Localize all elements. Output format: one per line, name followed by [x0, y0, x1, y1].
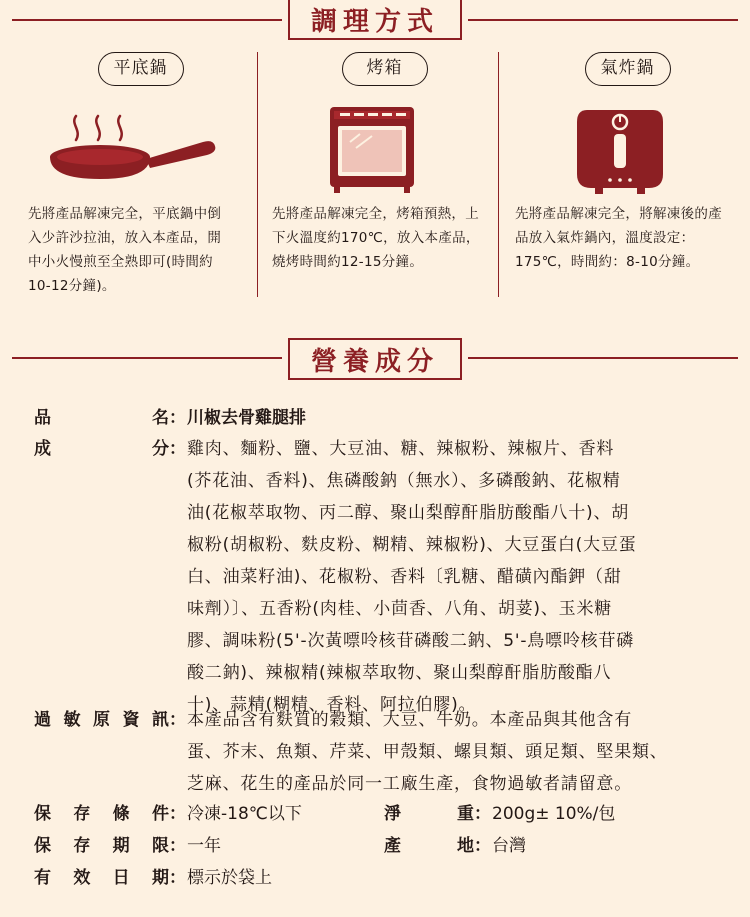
field-label: 有 效 日 期: [34, 868, 169, 888]
nutrition-header: [0, 338, 750, 378]
method-name: 平底鍋: [98, 52, 184, 86]
field-label: 過 敏 原 資 訊: [34, 710, 169, 730]
section-title-cooking: 調理方式: [288, 0, 462, 40]
field-label: 保 存 條 件: [34, 804, 169, 824]
field-label: 品 名: [34, 408, 169, 428]
section-title-nutrition: 營養成分: [288, 338, 462, 380]
column-divider: [257, 52, 258, 297]
expiry-row: 有 效 日 期 ： 標示於袋上: [34, 862, 272, 894]
method-name: 氣炸鍋: [585, 52, 671, 86]
field-label: 成 分: [34, 439, 169, 459]
allergen-info: 本產品含有麩質的穀類、大豆、牛奶。本產品與其他含有 蛋、芥末、魚類、芹菜、甲殼類、螺貝類、頭足類、堅果類、 芝麻、花生的產品於同一工廠生產，食物過敏者請留意。: [187, 710, 668, 794]
method-frying-pan: [28, 52, 253, 297]
header-rule-right: [468, 19, 738, 21]
expiry-value: 標示於袋上: [187, 868, 272, 888]
field-label: 產 地: [384, 836, 474, 856]
method-name: 烤箱: [342, 52, 428, 86]
method-instructions: 先將產品解凍完全，平底鍋中倒入少許沙拉油，放入本產品，開中小火慢煎至全熟即可(時間約10-12分鐘)。: [28, 206, 222, 294]
method-oven: [272, 52, 497, 297]
storage-row: 保 存 條 件 ： 冷凍-18℃以下 淨 重 ： 200g± 10%/包: [34, 798, 615, 830]
shelf-life-value: 一年: [187, 836, 221, 856]
cooking-methods-header: [0, 0, 750, 40]
method-instructions: 先將產品解凍完全，烤箱預熱，上下火溫度約170℃，放入本產品，燒烤時間約12-15分鐘。: [272, 206, 480, 270]
header-rule-left: [12, 19, 282, 21]
column-divider: [498, 52, 499, 297]
weight-value: 200g± 10%/包: [492, 804, 616, 824]
allergen-row: 過 敏 原 資 訊 ： 本產品含有麩質的穀類、大豆、牛奶。本產品與其他含有 蛋、芥末、魚類、芹菜、甲殼類、螺貝類、頭足類、堅果類、 芝麻、花生的產品於同一工廠生產，食物過敏者請留意。: [34, 704, 742, 800]
method-instructions: 先將產品解凍完全，將解凍後的產品放入氣炸鍋內，溫度設定：175℃，時間約：8-10分鐘。: [515, 206, 722, 270]
header-rule-right: [468, 357, 738, 359]
product-name: 川椒去骨雞腿排: [187, 408, 306, 428]
ingredients-list: 雞肉、麵粉、鹽、大豆油、糖、辣椒粉、辣椒片、香料 (芥花油、香料)、焦磷酸鈉（無水）、多磷酸鈉、花椒精 油(花椒萃取物、丙二醇、聚山梨醇酐脂肪酸酯八十)、胡 椒粉(胡椒粉、麩皮粉、糊精、辣椒粉)、大豆蛋白(大豆蛋 白、油菜籽油)、花椒粉、香料〔乳糖、醋磺內酯鉀（甜 味劑）〕、五香粉(肉桂、小茴香、八角、胡荽)、玉米糖 膠、調味粉(5'-次黃嘌呤核苷磷酸二鈉、5'-鳥嘌呤核苷磷 酸二鈉)、辣椒精(辣椒萃取物、聚山梨醇酐脂肪酸酯八 十)、蒜精(糊精、香料、阿拉伯膠)。: [187, 439, 637, 715]
method-air-fryer: [515, 52, 740, 297]
shelf-life-row: 保 存 期 限 ： 一年 產 地 ： 台灣: [34, 830, 526, 862]
origin-value: 台灣: [492, 836, 526, 856]
product-name-row: 品 名 ： 川椒去骨雞腿排: [34, 402, 306, 434]
ingredients-row: 成 分 ： 雞肉、麵粉、鹽、大豆油、糖、辣椒粉、辣椒片、香料 (芥花油、香料)、焦磷酸鈉（無水）、多磷酸鈉、花椒精 油(花椒萃取物、丙二醇、聚山梨醇酐脂肪酸酯八十)、胡 椒粉(胡椒粉、麩皮粉、糊精、辣椒粉)、大豆蛋白(大豆蛋 白、油菜籽油)、花椒粉、香料〔乳糖、醋磺內酯鉀（甜 味劑）〕、五香粉(肉桂、小茴香、八角、胡荽)、玉米糖 膠、調味粉(5'-次黃嘌呤核苷磷酸二鈉、5'-鳥嘌呤核苷磷 酸二鈉)、辣椒精(辣椒萃取物、聚山梨醇酐脂肪酸酯八 十)、蒜精(糊精、香料、阿拉伯膠)。: [34, 433, 742, 721]
header-rule-left: [12, 357, 282, 359]
field-label: 淨 重: [384, 804, 474, 824]
field-label: 保 存 期 限: [34, 836, 169, 856]
storage-value: 冷凍-18℃以下: [187, 804, 302, 824]
